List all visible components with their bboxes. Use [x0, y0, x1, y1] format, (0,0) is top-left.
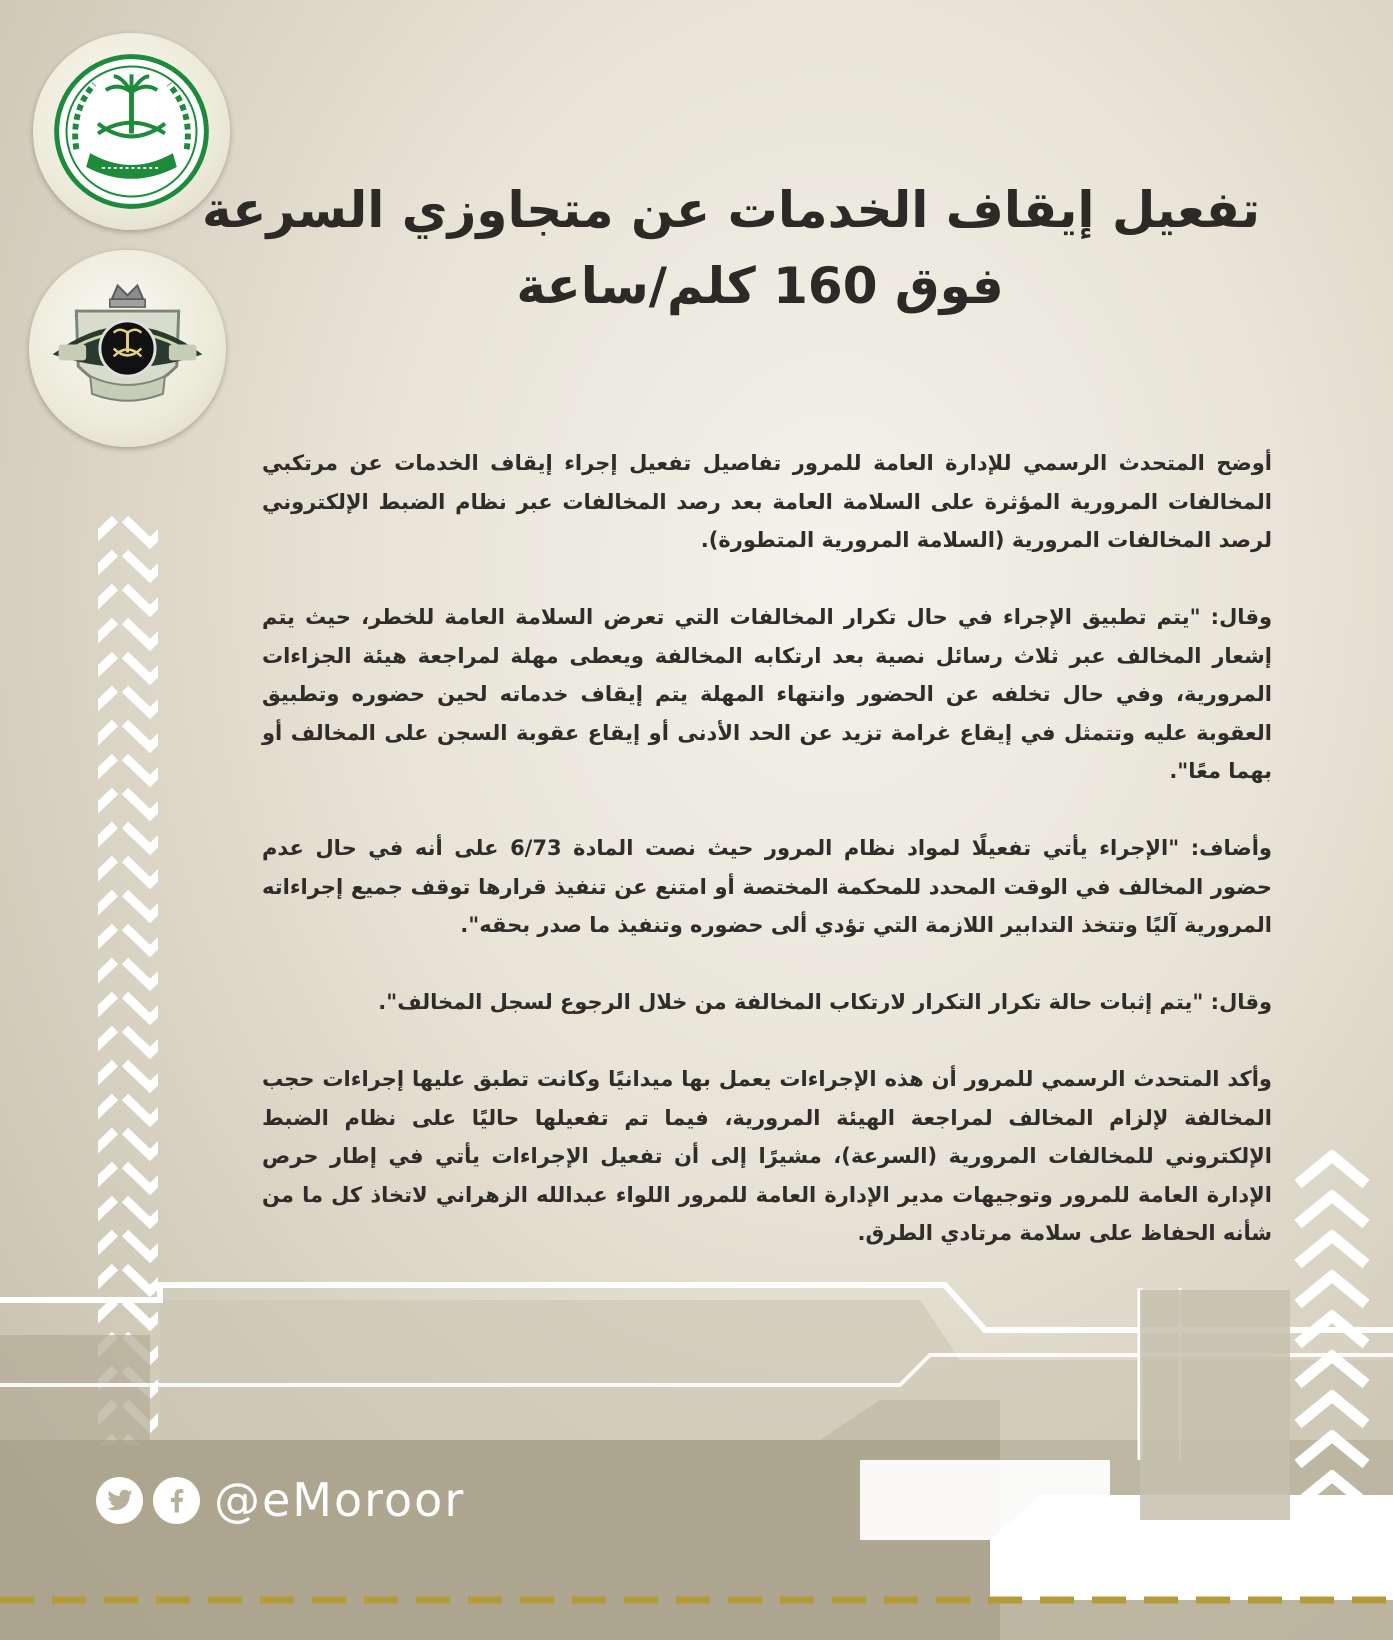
facebook-link[interactable]	[153, 1477, 200, 1524]
page-title	[201, 172, 1260, 324]
article-paragraph-2: وقال: "يتم تطبيق الإجراء في حال تكرار المخالفات التي تعرض السلامة العامة للخطر، حيث يتم إشعار المخالف عبر ثلاث رسائل نصية بعد ارتكابه المخالفة ويعطى مهلة لمراجعة هيئة الجزاءات المرورية، وفي حال تخلفه عن الحضور وانتهاء المهلة يتم إيقاف خدماته لحين حضوره وتطبيق العقوبة عليه وتتمثل في إيقاع غرامة تزيد عن الحد الأدنى أو إيقاع عقوبة السجن على المخالف أو بهما معًا".	[262, 605, 1272, 783]
article-paragraph-4: وقال: "يتم إثبات حالة تكرار التكرار لارتكاب المخالفة من خلال الرجوع لسجل المخالف".	[378, 990, 1272, 1014]
article-body	[262, 444, 1272, 1291]
traffic-police-badge-icon	[29, 250, 226, 447]
white-block-2	[860, 1460, 1110, 1540]
left-chevron-column	[98, 515, 158, 1445]
facebook-f-icon	[162, 1485, 192, 1515]
article-paragraph-1: أوضح المتحدث الرسمي للإدارة العامة للمرور تفاصيل تفعيل إجراء إيقاف الخدمات عن مرتكبي المخالفات المرورية المؤثرة على السلامة العامة بعد رصد المخالفات عبر نظام الضبط الإلكتروني لرصد المخالفات المرورية (السلامة المرورية المتطورة).	[262, 451, 1272, 552]
moi-palm-swords-emblem-icon	[33, 33, 230, 230]
title-line-2: فوق 160 كلم/ساعة	[516, 257, 1004, 315]
twitter-bird-icon	[105, 1485, 135, 1515]
article-paragraph-3: وأضاف: "الإجراء يأتي تفعيلًا لمواد نظام المرور حيث نصت المادة 6/73 على أنه في حال عدم حضور المخالف في الوقت المحدد للمحكمة المختصة أو امتنع عن تنفيذ قرارها توقف جميع إجراءاته المرورية آليًا وتتخذ التدابير اللازمة التي تؤدي ألى حضوره وتنفيذ ما صدر بحقه".	[262, 836, 1272, 937]
article-paragraph-5: وأكد المتحدث الرسمي للمرور أن هذه الإجراءات يعمل بها ميدانيًا وكانت تطبق عليها إجراءات حجب المخالفة لإلزام المخالف لمراجعة الهيئة المرورية، فيما تم تفعيلها حاليًا على نظام الضبط الإلكتروني للمخالفات المرورية (السرعة)، مشيرًا إلى أن تفعيل الإجراءات يأتي في إطار حرص الإدارة العامة للمرور وتوجيهات مدير الإدارة العامة للمرور اللواء عبدالله الزهراني لاتخاذ كل ما من شأنه الحفاظ على سلامة مرتادي الطرق.	[262, 1067, 1272, 1245]
title-line-1: تفعيل إيقاف الخدمات عن متجاوزي السرعة	[201, 181, 1260, 239]
social-handle[interactable]: @eMoroor	[214, 1473, 466, 1527]
traffic-police-emblem	[29, 250, 226, 447]
right-chevron-column	[1292, 1150, 1372, 1550]
twitter-link[interactable]	[96, 1477, 143, 1524]
gray-block	[1140, 1290, 1290, 1520]
social-footer	[96, 1472, 465, 1528]
ministry-emblem	[33, 33, 230, 230]
